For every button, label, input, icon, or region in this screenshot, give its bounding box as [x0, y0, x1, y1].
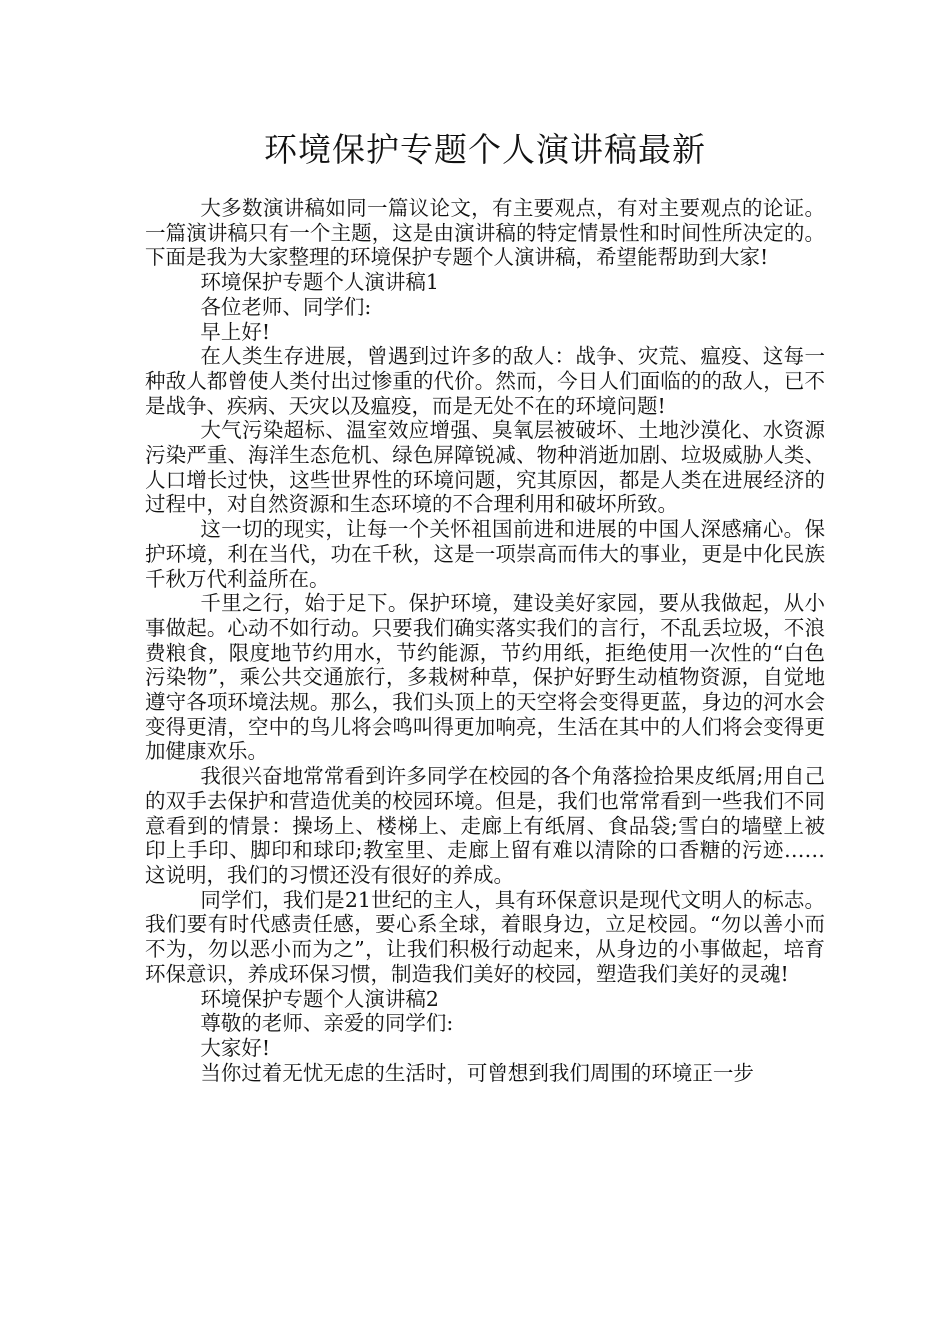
speech-1-heading: 环境保护专题个人演讲稿1	[200, 270, 439, 295]
intro-paragraph: 大多数演讲稿如同一篇议论文，有主要观点，有对主要观点的论证。一篇演讲稿只有一个主题，这是由演讲稿的特定情景性和时间性所决定的。下面是我为大家整理的环境保护专题个人演讲稿，希望能帮助到大家!	[145, 196, 825, 270]
speech-2-salutation: 尊敬的老师、亲爱的同学们:	[200, 1011, 454, 1036]
speech-2-paragraph: 当你过着无忧无虑的生活时，可曾想到我们周围的环境正一步	[200, 1060, 754, 1085]
document-page	[145, 128, 825, 1085]
speech-2-heading: 环境保护专题个人演讲稿2	[200, 986, 439, 1011]
speech-1-paragraph: 我很兴奋地常常看到许多同学在校园的各个角落捡拾果皮纸屑;用自己的双手去保护和营造优美的校园环境。但是，我们也常常看到一些我们不同意看到的情景：操场上、楼梯上、走廊上有纸屑、食品袋;雪白的墙壁上被印上手印、脚印和球印;教室里、走廊上留有难以清除的口香糖的污迹……这说明，我们的习惯还没有很好的养成。	[145, 764, 825, 887]
speech-1-greeting: 早上好!	[200, 319, 271, 344]
document-title: 环境保护专题个人演讲稿最新	[264, 130, 706, 169]
speech-1-paragraph: 在人类生存进展，曾遇到过许多的敌人：战争、灾荒、瘟疫、这每一种敌人都曾使人类付出过惨重的代价。然而，今日人们面临的的敌人，已不是战争、疾病、天灾以及瘟疫，而是无处不在的环境问题!	[145, 344, 825, 418]
speech-1-paragraph: 大气污染超标、温室效应增强、臭氧层被破坏、土地沙漠化、水资源污染严重、海洋生态危机、绿色屏障锐减、物种消逝加剧、垃圾威胁人类、人口增长过快，这些世界性的环境问题，究其原因，都是人类在进展经济的过程中，对自然资源和生态环境的不合理利用和破坏所致。	[145, 418, 825, 517]
speech-1-salutation: 各位老师、同学们:	[200, 294, 372, 319]
speech-1-paragraph: 千里之行，始于足下。保护环境，建设美好家园，要从我做起，从小事做起。心动不如行动。只要我们确实落实我们的言行，不乱丢垃圾，不浪费粮食，限度地节约用水，节约能源，节约用纸，拒绝使用一次性的“白色污染物”，乘公共交通旅行，多栽树种草，保护好野生动植物资源，自觉地遵守各项环境法规。那么，我们头顶上的天空将会变得更蓝，身边的河水会变得更清，空中的鸟儿将会鸣叫得更加响亮，生活在其中的人们将会变得更加健康欢乐。	[145, 591, 825, 764]
speech-1-paragraph: 同学们，我们是21世纪的主人，具有环保意识是现代文明人的标志。我们要有时代感责任感，要心系全球，着眼身边，立足校园。“勿以善小而不为，勿以恶小而为之”，让我们积极行动起来，从身边的小事做起，培育环保意识，养成环保习惯，制造我们美好的校园，塑造我们美好的灵魂!	[145, 887, 825, 986]
speech-1-paragraph: 这一切的现实，让每一个关怀祖国前进和进展的中国人深感痛心。保护环境，利在当代，功在千秋，这是一项崇高而伟大的事业，更是中化民族千秋万代利益所在。	[145, 517, 825, 591]
speech-2-greeting: 大家好!	[200, 1035, 271, 1060]
